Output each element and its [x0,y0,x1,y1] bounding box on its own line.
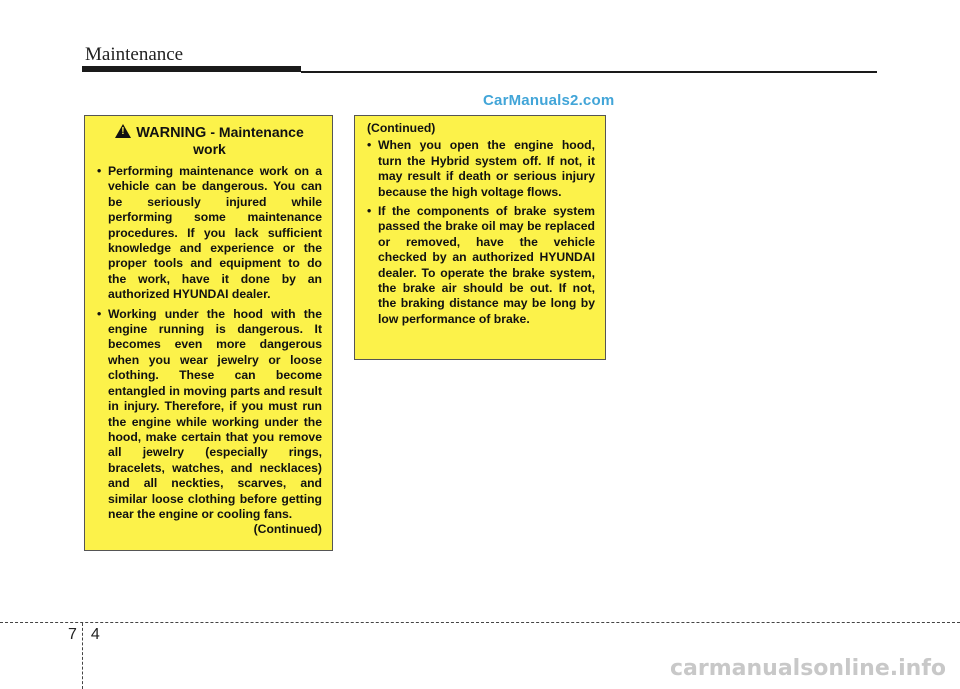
list-item: • Performing maintenance work on a vehicle can be dangerous. You can be seriously injured while performing some maintenance procedures. If you lack sufficient knowledge and experience or the proper tools and equipment to do the work, have it done by an authorized HYUNDAI dealer. [97,164,322,303]
watermark-link[interactable]: CarManuals2.com [483,92,615,109]
page-number: 74 [68,626,114,643]
warning-triangle-icon [115,124,131,138]
page-section-title: Maintenance [85,44,184,65]
warning-list [97,164,322,522]
warning-heading-sub-line2: work [193,141,226,157]
footer-dashed-rule [0,622,960,623]
list-item: • If the components of brake system passed the brake oil may be replaced or removed, have the vehicle checked by an authorized HYUNDAI dealer. To operate the brake system, the brake air should be out. If not, the braking distance may be long by low performance of brake. [367,204,595,327]
footer-site-link[interactable]: carmanualsonline.info [670,656,946,681]
warning-box-continued [354,115,606,360]
list-item: • Working under the hood with the engine running is dangerous. It becomes even more dangerous when you wear jewelry or loose clothing. These can become entangled in moving parts and result in injury. Therefore, if you must run the engine while working under the hood, make certain that you remove all jewelry (especially rings, bracelets, watches, and necklaces) and all neckties, scarves, and similar loose clothing before getting near the engine or cooling fans. [97,307,322,523]
header-bar [82,66,301,72]
continued-label: (Continued) [367,121,436,135]
warning-heading [97,124,322,158]
warning-heading-main: WARNING [136,125,207,141]
warning-list [367,138,595,327]
warning-box-maintenance [84,115,333,551]
header-rule [301,71,877,73]
list-item: • When you open the engine hood, turn the Hybrid system off. If not, it may result if death or serious injury because the high voltage flows. [367,138,595,200]
warning-heading-sub: - Maintenance [210,124,304,140]
continued-label: (Continued) [253,522,322,537]
